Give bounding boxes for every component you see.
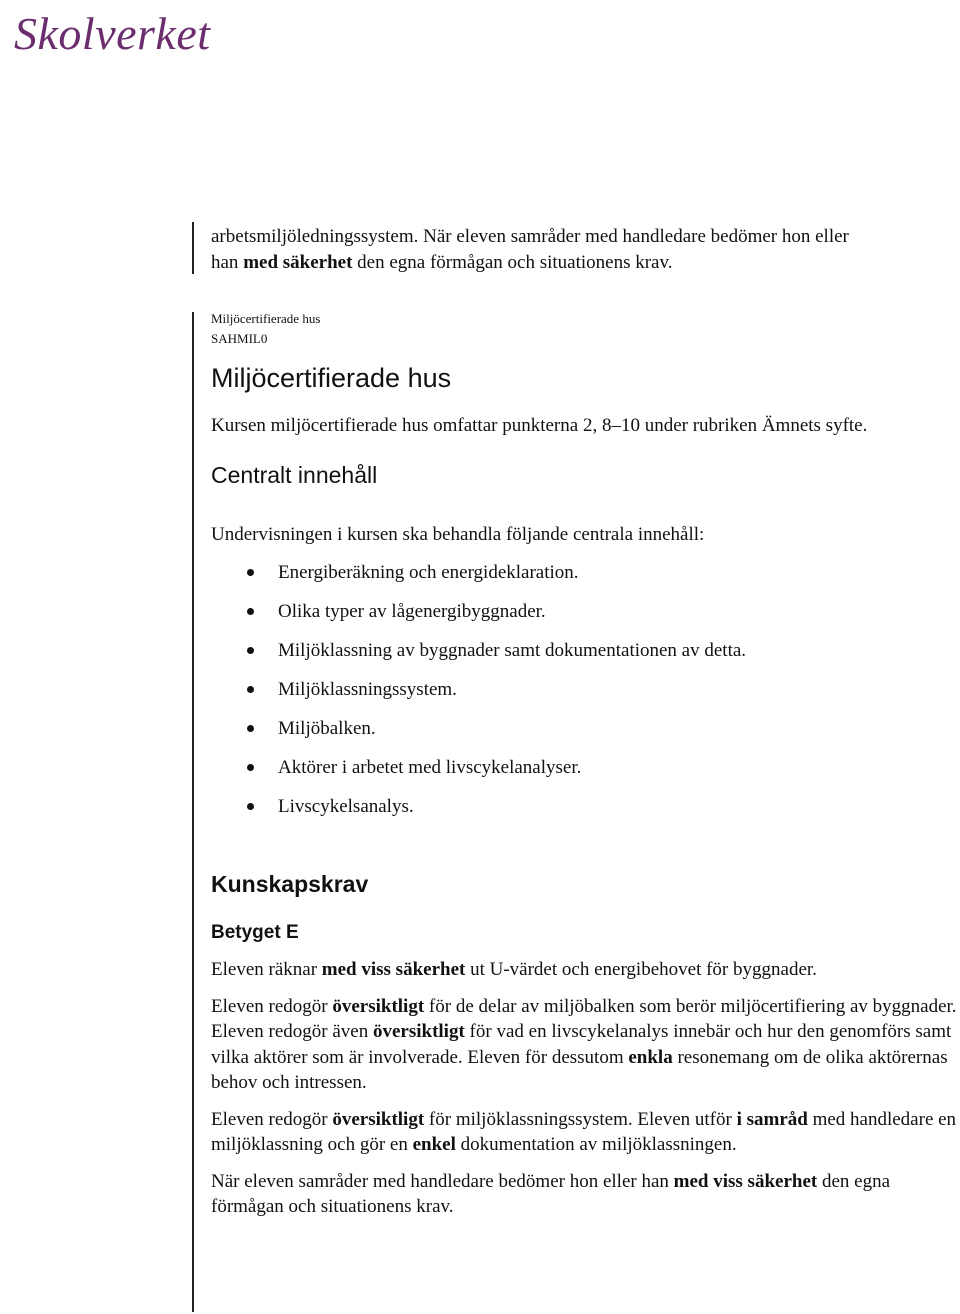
bullet-icon xyxy=(247,569,254,576)
text-run: resonemang om de olika aktörernas behov och intressen. xyxy=(211,1046,948,1093)
central-content-heading: Centralt innehåll xyxy=(211,461,378,488)
central-content-list xyxy=(211,560,959,833)
requirement-paragraph xyxy=(211,957,959,983)
list-item xyxy=(211,638,959,677)
course-meta xyxy=(211,310,959,348)
grade-e-heading: Betyget E xyxy=(211,922,299,943)
bullet-icon xyxy=(247,608,254,615)
course-meta-code: SAHMIL0 xyxy=(211,331,268,346)
bullet-icon xyxy=(247,686,254,693)
bullet-icon xyxy=(247,764,254,771)
requirement-paragraph xyxy=(211,994,959,1096)
text-run: Eleven redogör xyxy=(211,1108,333,1130)
list-item-text: Miljöklassning av byggnader samt dokumentationen av detta. xyxy=(278,640,747,661)
list-item-text: Miljöbalken. xyxy=(278,718,376,739)
list-item xyxy=(211,716,959,755)
text-run: ut U-värdet och energibehovet för byggnader. xyxy=(465,959,817,980)
emphasis-run: översiktligt xyxy=(332,995,425,1017)
course-title: Miljöcertifierade hus xyxy=(211,363,452,393)
skolverket-logo: Skolverket xyxy=(14,8,211,59)
text-run: med handledare en miljöklassning och gör en xyxy=(211,1108,957,1155)
list-item xyxy=(211,560,959,599)
emphasis-run: i samråd xyxy=(736,1108,808,1130)
list-item-text: Miljöklassningssystem. xyxy=(278,679,457,700)
bullet-icon xyxy=(247,725,254,732)
requirement-paragraph xyxy=(211,1107,959,1158)
bullet-icon xyxy=(247,803,254,810)
intro-line-2-end: den egna förmågan och situationens krav. xyxy=(352,251,673,273)
document-body xyxy=(211,220,959,1220)
text-run: Eleven redogör xyxy=(211,995,333,1017)
text-run: den egna förmågan och situationens krav. xyxy=(211,1170,891,1217)
emphasis-run: översiktligt xyxy=(372,1021,465,1042)
course-description: Kursen miljöcertifierade hus omfattar punkterna 2, 8–10 under rubriken Ämnets syfte. xyxy=(211,415,868,436)
list-item xyxy=(211,677,959,716)
revision-bar xyxy=(192,312,194,1312)
intro-line-1: arbetsmiljöledningssystem. När eleven samråder med handledare bedömer hon eller xyxy=(211,226,849,247)
course-meta-name: Miljöcertifierade hus xyxy=(211,311,321,326)
requirement-paragraph xyxy=(211,1169,959,1220)
revision-bar xyxy=(192,222,194,274)
emphasis-run: översiktligt xyxy=(332,1108,425,1130)
text-run: dokumentation av miljöklassningen. xyxy=(455,1134,737,1155)
list-item xyxy=(211,755,959,794)
text-run: för vad en livscykelanalys innebär och hur den genomförs samt vilka aktörer som är involverade. Eleven för dessutom xyxy=(211,1021,952,1068)
intro-line-2-start: han xyxy=(211,251,244,273)
text-run: för miljöklassningssystem. Eleven utför xyxy=(424,1108,737,1130)
central-content-intro: Undervisningen i kursen ska behandla följande centrala innehåll: xyxy=(211,523,705,545)
list-item-text: Energiberäkning och energideklaration. xyxy=(278,562,579,583)
list-item xyxy=(211,794,959,833)
intro-paragraph xyxy=(211,224,959,275)
bullet-icon xyxy=(247,647,254,654)
emphasis-run: med viss säkerhet xyxy=(321,959,466,980)
list-item-text: Olika typer av lågenergibyggnader. xyxy=(278,601,546,622)
text-run: Eleven räknar xyxy=(211,959,322,980)
emphasis-run: enkel xyxy=(412,1134,456,1155)
list-item-text: Livscykelsanalys. xyxy=(278,796,414,817)
text-run: När eleven samråder med handledare bedömer hon eller han xyxy=(211,1170,674,1192)
intro-emphasis: med säkerhet xyxy=(243,251,353,273)
list-item xyxy=(211,599,959,638)
emphasis-run: enkla xyxy=(628,1046,673,1068)
text-run: för de delar av miljöbalken som berör miljöcertifiering av byggnader. Eleven redogör även xyxy=(211,995,957,1042)
list-item-text: Aktörer i arbetet med livscykelanalyser. xyxy=(278,757,582,778)
knowledge-requirements-heading: Kunskapskrav xyxy=(211,871,369,897)
emphasis-run: med viss säkerhet xyxy=(673,1170,818,1192)
